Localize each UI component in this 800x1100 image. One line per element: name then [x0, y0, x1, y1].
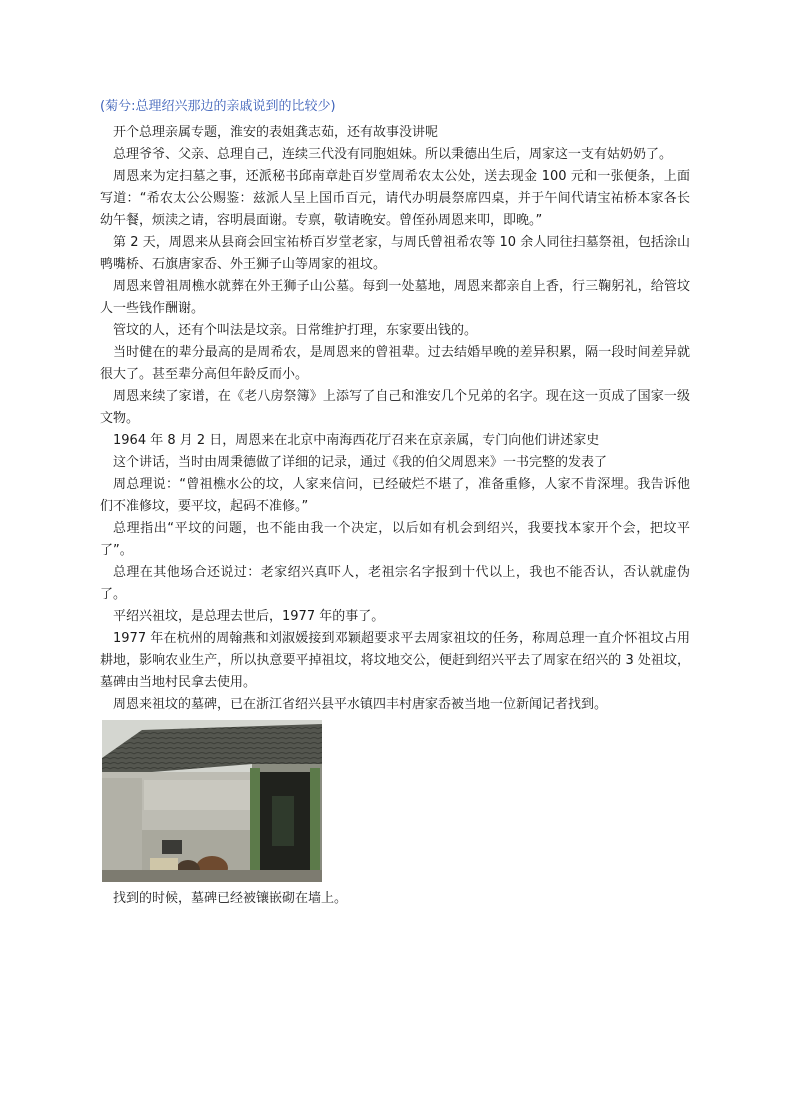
house-illustration: [102, 720, 322, 882]
document-page: [100, 96, 690, 910]
paragraph: 管坟的人，还有个叫法是坟亲。日常维护打理，东家要出钱的。: [113, 323, 478, 338]
paragraph: 第 2 天，周恩来从县商会回宝祐桥百岁堂老家，与周氏曾祖希农等 10 余人同往扫墓祭祖，包括涂山鸭嘴桥、石旗唐家岙、外王狮子山等周家的祖坟。: [100, 235, 690, 272]
paragraph: 周总理说：“曾祖樵水公的坟，人家来信问，已经破烂不堪了，准备重修，人家不肯深埋。我告诉他们不准修坟，要平坟，起码不准修。”: [100, 477, 690, 514]
paragraph: 周恩来曾祖周樵水就葬在外王狮子山公墓。每到一处墓地，周恩来都亲自上香，行三鞠躬礼，给管坟人一些钱作酬谢。: [100, 279, 690, 316]
tombstone-wall-photo: [102, 720, 322, 882]
paragraph: 总理在其他场合还说过：老家绍兴真吓人，老祖宗名字报到十代以上，我也不能否认，否认就虚伪了。: [100, 565, 690, 602]
paragraph: 平绍兴祖坟，是总理去世后，1977 年的事了。: [113, 609, 385, 624]
paragraph: 总理爷爷、父亲、总理自己，连续三代没有同胞姐妹。所以秉德出生后，周家这一支有姑奶奶了。: [113, 147, 673, 162]
editor-note: (菊兮:总理绍兴那边的亲戚说到的比较少): [100, 99, 336, 114]
paragraph: 周恩来续了家谱，在《老八房祭簿》上添写了自己和淮安几个兄弟的名字。现在这一页成了国家一级文物。: [100, 389, 690, 426]
paragraph: 周恩来祖坟的墓碑，已在浙江省绍兴县平水镇四丰村唐家岙被当地一位新闻记者找到。: [113, 697, 608, 712]
paragraph: 1977 年在杭州的周翰燕和刘淑媛接到邓颖超要求平去周家祖坟的任务，称周总理一直介怀祖坟占用耕地，影响农业生产，所以执意要平掉祖坟，将坟地交公，便赶到绍兴平去了周家在绍兴的 3 处祖坟，墓碑由当地村民拿去使用。: [100, 631, 690, 690]
paragraph: 周恩来为定扫墓之事，还派秘书邱南章赴百岁堂周希农太公处，送去现金 100 元和一张便条，上面写道：“希农太公公赐鉴：兹派人呈上国币百元，请代办明晨祭席四桌，并于午间代请宝祐桥本家各长幼午餐，烦渎之请，容明晨面谢。专禀，敬请晚安。曾侄孙周恩来叩，即晚。”: [100, 169, 690, 228]
paragraph: 总理指出“平坟的问题，也不能由我一个决定，以后如有机会到绍兴，我要找本家开个会，把坟平了”。: [100, 521, 690, 558]
paragraph: 当时健在的辈分最高的是周希农，是周恩来的曾祖辈。过去结婚早晚的差异积累，隔一段时间差异就很大了。甚至辈分高但年龄反而小。: [100, 345, 690, 382]
photo-caption: 找到的时候，墓碑已经被镶嵌砌在墙上。: [113, 891, 348, 906]
paragraph: 这个讲话，当时由周秉德做了详细的记录，通过《我的伯父周恩来》一书完整的发表了: [113, 455, 608, 470]
paragraph: 1964 年 8 月 2 日，周恩来在北京中南海西花厅召来在京亲属，专门向他们讲述家史: [113, 433, 600, 448]
paragraph: 开个总理亲属专题，淮安的表姐龚志茹，还有故事没讲呢: [113, 125, 439, 140]
